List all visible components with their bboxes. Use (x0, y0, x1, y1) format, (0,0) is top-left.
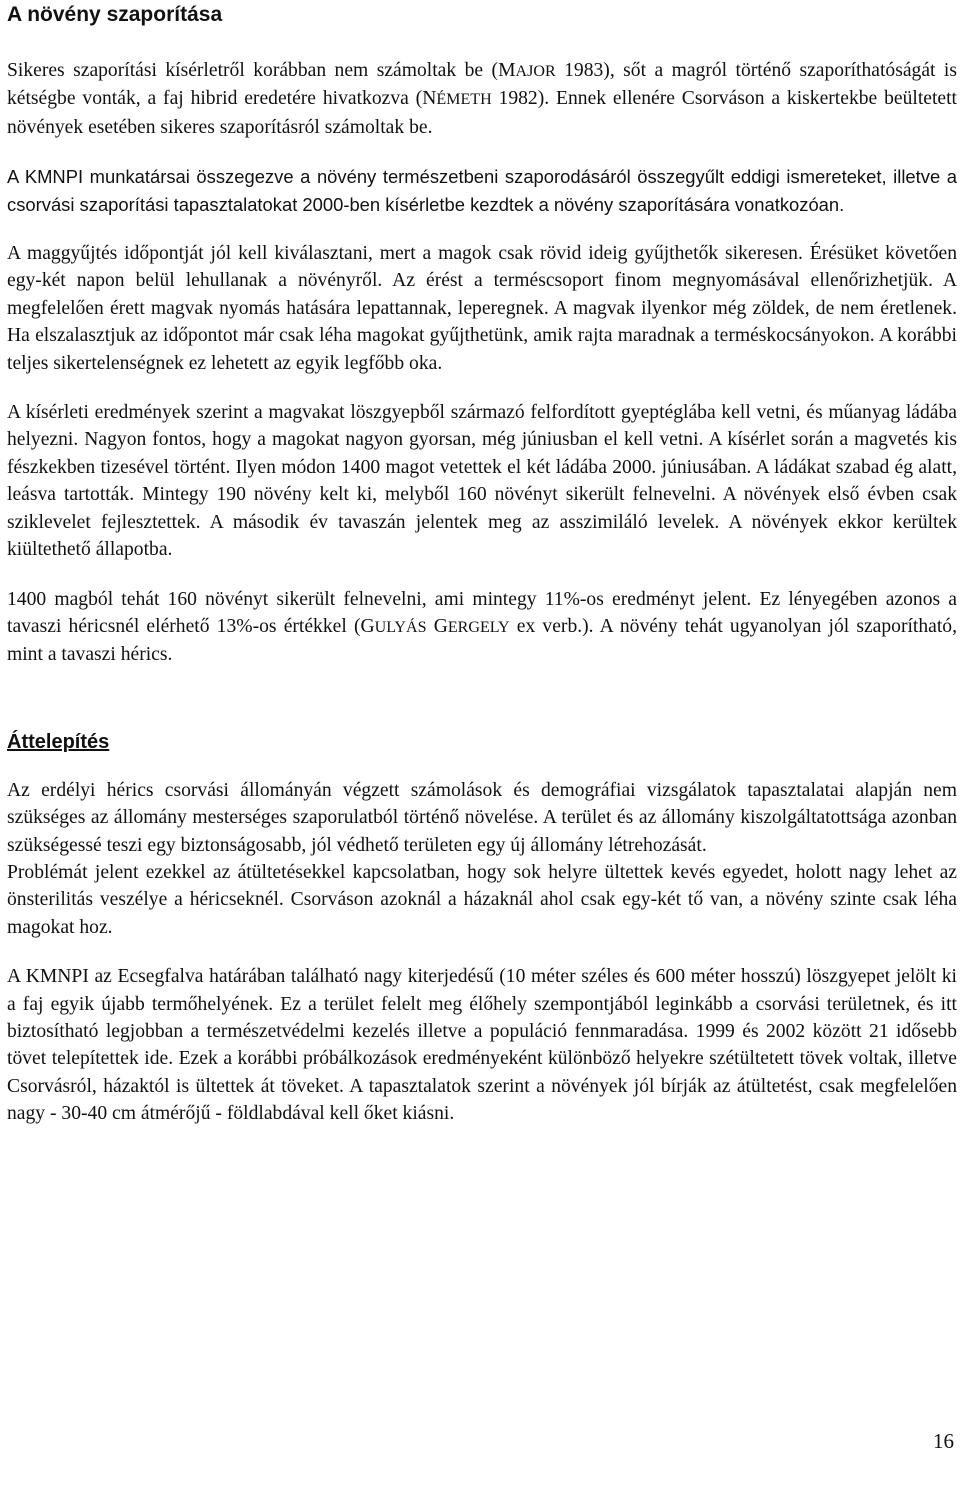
spacer (7, 28, 957, 57)
page-number: 16 (933, 1429, 954, 1453)
section-title-propagation: A növény szaporítása (7, 3, 223, 26)
spacer (7, 564, 957, 586)
spacer (7, 755, 957, 777)
paragraph-self-sterility: Problémát jelent ezekkel az átültetésekkel kapcsolatban, hogy sok helyre ültettek kevés egyedet, holott nagy lehet az önsterilitás veszélye a héricseknél. Csorváson azoknál a házaknál ahol csak egy-két tő van, a növény szinte csak léha magokat hoz. (7, 861, 957, 938)
spacer (7, 218, 957, 240)
paragraph-previous-attempts: Sikeres szaporítási kísérletről korábban nem számoltak be (MAJOR 1983), sőt a magról történő szaporíthatóságát is kétségbe vonták, a faj hibrid eredetére hivatkozva (NÉMETH 1982). Ennek ellenére Csorváson a kiskertekbe beültetett növények esetében sikeres szaporításról számoltak be. (7, 60, 957, 138)
section-title-transplanting: Áttelepítés (7, 730, 110, 753)
spacer (7, 669, 957, 729)
paragraph-kmnpi-experiment: A KMNPI munkatársai összegezve a növény természetbeni szaporodásáról összegyűlt eddigi ismereteket, illetve a csorvási szaporítási tapasztalatokat 2000-ben kísérletbe kezdtek a növény szaporítására vonatkozóan. (7, 166, 957, 215)
paragraph-transylvanian-population: Az erdélyi hérics csorvási állományán végzett számolások és demográfiai vizsgálatok tapasztalatai alapján nem szükséges az állomány mesterséges szaporulatból történő növelése. A terület és az állomány kiszolgáltatottsága azonban szükségessé teszi egy biztonságosabb, jól védhető területen egy új állomány létrehozását. (7, 779, 957, 856)
document-page (7, 0, 957, 1128)
paragraph-experiment-results: A kísérleti eredmények szerint a magvakat löszgyepből származó felfordított gyeptéglába kell vetni, és műanyag ládába helyezni. Nagyon fontos, hogy a magokat nagyon gyorsan, még júniusban el kell vetni. A kísérlet során a magvetés kis fészkekben tizesével történt. Ilyen módon 1400 magot vetettek el két ládába 2000. júniusában. A ládákat szabad ég alatt, leásva tartották. Mintegy 190 növény kelt ki, melyből 160 növényt sikerült felnevelni. A növények első évben csak sziklevelet fejlesztettek. A második év tavaszán jelentek meg az asszimiláló levelek. A növények ekkor kerültek kiültethető állapotba. (7, 402, 957, 561)
spacer (7, 941, 957, 963)
paragraph-seed-collection: A maggyűjtés időpontját jól kell kiválasztani, mert a magok csak rövid ideig gyűjthetők sikeresen. Érésüket követően egy-két napon belül lehullanak a növényről. Az érést a terméscsoport finom megnyomásával ellenőrizhetjük. A megfelelően érett magvak nyomás hatására lepattannak, leperegnek. A magvak ilyenkor még zöldek, de nem éretlenek. Ha elszalasztjuk az időpontot már csak léha magokat gyűjthetünk, amik rajta maradnak a terméskocsányokon. A korábbi teljes sikertelenségnek ez lehetett az egyik legfőbb oka. (7, 243, 957, 374)
paragraph-success-rate: 1400 magból tehát 160 növényt sikerült felnevelni, ami mintegy 11%-os eredményt jelent. Ez lényegében azonos a tavaszi héricsnél elérhető 13%-os értékkel (GULYÁS GERGELY ex verb.). A növény tehát ugyanolyan jól szaporítható, mint a tavaszi hérics. (7, 588, 957, 666)
spacer (7, 141, 957, 163)
spacer (7, 377, 957, 399)
paragraph-ecsegfalva-site: A KMNPI az Ecsegfalva határában található nagy kiterjedésű (10 méter széles és 600 méter hosszú) löszgyepet jelölt ki a faj egyik újabb termőhelyének. Ez a terület felelt meg élőhely szempontjából leginkább a csorvási területnek, és itt biztosítható legjobban a természetvédelmi kezelés illetve a populáció fennmaradása. 1999 és 2002 között 21 idősebb tövet telepítettek ide. Ezek a korábbi próbálkozások eredményeként különböző helyekre szétültetett tövek voltak, illetve Csorvásról, házaktól is ültettek át töveket. A tapasztalatok szerint a növények jól bírják az átültetést, csak megfelelően nagy - 30-40 cm átmérőjű - földlabdával kell őket kiásni. (7, 966, 957, 1125)
